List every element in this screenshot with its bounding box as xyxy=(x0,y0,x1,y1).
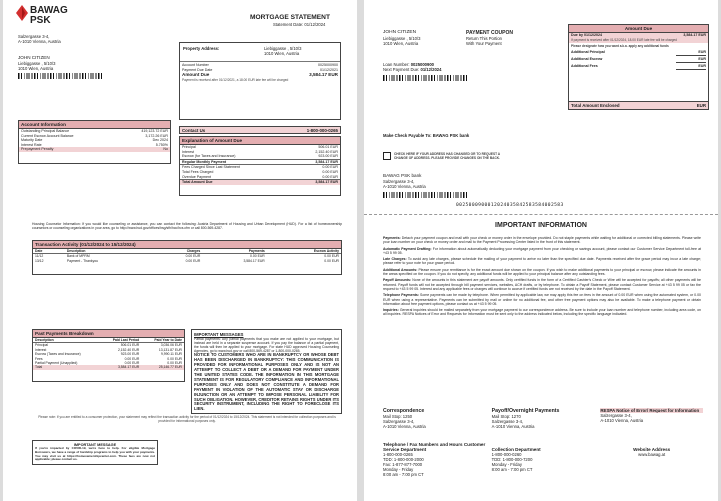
statement-title: MORTGAGE STATEMENT xyxy=(250,14,330,21)
respa-title: RESPA Notice of Error/ Request for Information xyxy=(600,408,703,413)
important-message-box xyxy=(32,440,158,465)
transaction-activity-box xyxy=(32,240,342,275)
explanation-row: Overdue Payment 0.00 EUR xyxy=(182,174,338,179)
table-row: 13/12 Payment - Thankyou 0.00 EUR 3,584.17 EUR 0.00 EUR xyxy=(35,258,339,263)
additional-principal-row: Additional Principal EUR xyxy=(571,49,706,54)
table-header-row: Date Description Charges Payments Escrow Activity xyxy=(35,249,339,253)
customer-address-line1: Liebiggasse , 5/10/3 xyxy=(18,61,56,66)
transaction-activity-title: Transaction Activity (01/12/2024 to 15/12/2024) xyxy=(33,241,341,249)
due-row: Due by 01/12/2024 3,584.17 EUR xyxy=(571,33,706,37)
phone-numbers xyxy=(383,442,703,477)
due-section xyxy=(569,33,708,43)
late-fee-note: Payment is received after 01/12/2021, a 18.00 EUR late fee will be charged xyxy=(182,78,289,83)
past-payments-table xyxy=(33,338,184,370)
table-row: Interest 2,152.40 EUR 13,131.87 EUR xyxy=(35,347,182,352)
footnote: Please note: If you are entitled to a consumer protection, your statement may reflect the transaction activity for the period of 01/12/2024 to 15/12/2024. This statement is not intended for collection purposes and is provided for informational purposes only. xyxy=(38,415,336,423)
table-row: Fees 0.00 EUR 0.00 EUR xyxy=(35,356,182,361)
payoff-title: Payoff/Overnight Payments xyxy=(491,408,560,414)
table-row: Partial Payment (Unapplied) 0.00 EUR 0.00 EUR xyxy=(35,361,182,366)
bank-address-line1: Salzergasse 3-4, xyxy=(18,34,50,39)
bank-address-line2: A-1010 Vienna, Austria xyxy=(18,39,61,44)
important-message-title: IMPORTANT MESSAGE xyxy=(73,443,117,447)
property-line1: Liebiggasse , 5/10/3 xyxy=(264,46,302,51)
account-information-title: Account Information xyxy=(19,121,170,129)
coupon-title: PAYMENT COUPON xyxy=(466,30,513,36)
bank-name-line2: PSK xyxy=(30,15,51,26)
explanation-row: Interest 2,152.40 EUR xyxy=(182,149,338,154)
coupon-customer-address-line1: Liebiggasse , 5/10/3 xyxy=(383,36,421,41)
loan-number: Loan Number: 0025000900 xyxy=(383,62,434,67)
tear-line xyxy=(364,214,718,215)
remit-address-line2: A-1010 Vienna, Austria xyxy=(383,184,426,189)
additional-escrow-field[interactable]: EUR xyxy=(676,56,706,63)
coupon-customer-address-line2: 1010 Wien, Austria xyxy=(383,41,419,46)
collection-block: Collection Department 1-800-000-0260 TDD: 1-800-000-7200 Monday - Friday 8:00 am - 7:00 pm CT xyxy=(492,442,595,477)
mortgage-statement-page xyxy=(3,0,357,501)
summary-row: Account Number 0025000900 xyxy=(182,63,338,67)
info-paragraph: Automatic Payment Drafting: For information about automatically deducting your mortgage payment from your checking or savings account, please contact our Customer Service Department toll-free at +43 5 99 05. xyxy=(383,246,702,255)
info-paragraph: Telephone Payments: Some payments can be made by telephone. When permitted by applicable law, we may apply this fee on fees in the amount of 0.00 EUR when using the automated system, or 0.00 EUR when using a representative. Payments can be submitted by mail or online for no additional fee, and other free payment options may also be available. To make a telephone payment or obtain information about free payment options, please contact us at +43 5 99 05. xyxy=(383,293,701,306)
account-info-row: Current Escrow Account Balance 3,172.26 EUR xyxy=(21,133,168,138)
explanation-row: Principal 506.01 EUR xyxy=(182,145,338,149)
customer-service-block: Telephone / Fax Numbers and Hours Customer Service Department 1-800-000-0265 TDD: 1-800-000-2000 Fax: 1-877-877-7000 Monday - Friday 8:00 am - 7:00 pm CT xyxy=(383,442,486,478)
past-payments-box xyxy=(32,329,185,382)
coupon-late-note: If payment is received after 01/12/2024, 18.00 EUR late fee will be charged xyxy=(571,37,677,42)
transaction-table xyxy=(33,249,341,263)
remit-name: BAWAG PSK bank xyxy=(383,173,422,178)
property-line2: 1010 Wien, Austria xyxy=(264,51,300,56)
diamond-logo-icon xyxy=(16,5,28,21)
contact-addresses xyxy=(383,408,703,429)
remit-barcode xyxy=(383,192,469,198)
info-paragraph: Late Charges: To avoid any late charges, please schedule the mailing of your payment to arrive no later than the specified due date. Payments received after the grace period may incur a late charge; please refer to your note for your grace period. xyxy=(383,257,701,266)
account-info-row: Maturity Date Dec 2024 xyxy=(21,138,168,143)
additional-principal-field[interactable]: EUR xyxy=(676,49,706,56)
property-label: Property Address: xyxy=(183,46,220,51)
bank-name-line1: BAWAG xyxy=(30,5,68,16)
explanation-total-row: Total Amount Due 3,584.17 EUR xyxy=(182,180,338,185)
collection-title: Collection Department xyxy=(491,447,541,452)
statement-date: Statement Date: 01/12/2024 xyxy=(273,22,326,27)
important-message-text: If you're impacted by COVID-19, we're here to help. For eligible Mortgage Borrowers, we have a range of hardship programs to help you with your payments. You may visit us at https://homeownershipcenter.com. These fees are now not applicable; please contact us. xyxy=(35,446,155,462)
summary-row: Payment Due Date 01/12/2021 xyxy=(182,67,338,72)
coupon-subtitle-1: Return This Portion xyxy=(466,36,502,41)
address-change-checkbox[interactable] xyxy=(383,152,391,160)
customer-address-line2: 1010 Wien, Austria xyxy=(18,66,54,71)
contact-us-bar xyxy=(179,126,341,134)
housing-counselor-info: Housing Counselor Information: If you would like counseling or assistance, you can contact the following: Austria Department of Housing and Urban Development (HUD). For a list of homeownership counselors or counseling organizations in your area, go to http://www.hud.gov/offices/hsg/sfh/hcc/hcs.cfm or call 800-569-4287. xyxy=(32,222,342,231)
contact-label: Contact Us xyxy=(182,128,206,133)
important-messages-title: IMPORTANT MESSAGES xyxy=(194,332,244,337)
table-row: 11/12 Bank of MPRM 0.00 EUR 0.00 EUR 0.00 EUR xyxy=(35,254,339,259)
website-title: Website Address xyxy=(633,447,671,452)
important-information-title: IMPORTANT INFORMATION xyxy=(495,222,587,229)
next-payment-due: Next Payment Due: 01/12/2024 xyxy=(383,67,442,72)
past-payments-title: Past Payments Breakdown xyxy=(33,330,184,338)
additional-fees-row: Additional Fees EUR xyxy=(571,63,706,68)
info-paragraph: Payoff Amounts: None of the amounts in this statement are payoff amounts. Only certified funds in the form of a Certified Cashier's Check or Wire will be accepted for payoffs; all other payments will be returned. Payoff funds will not be accepted through bill payment services, websites, ACH drafts, or by telephone. To obtain a Payoff Statement, please contact Customer Service at +43 5 99 05 or fax the request to +43 5 99 05. Interest and any applicable fees or charges will continue to accrue if certified funds are not received by the date in the Payoff Statement. xyxy=(383,278,702,291)
contact-phone[interactable]: 1-800-000-0265 xyxy=(306,128,338,133)
correspondence-title: Correspondence xyxy=(383,408,425,414)
additional-escrow-row: Additional Escrow EUR xyxy=(571,56,706,61)
table-row: Principal 506.01 EUR 3,036.06 EUR xyxy=(35,343,182,348)
important-messages-box xyxy=(191,329,342,414)
customer-name: JOHN CITIZEN xyxy=(18,55,50,60)
bank-logo xyxy=(16,5,28,21)
explanation-row: Fees Charged Since Last Statement 0.00 EUR xyxy=(182,165,338,170)
customer-service-title: Telephone / Fax Numbers and Hours Customer Service Department xyxy=(383,442,486,453)
explanation-row: Escrow (for Taxes and Insurance) 923.00 EUR xyxy=(182,154,338,159)
bankruptcy-notice: NOTICE TO CUSTOMERS WHO ARE IN BANKRUPTCY OR WHOSE DEBT HAS BEEN DISCHARGED IN BANKRUPTCY: THIS COMMUNICATION IS PROVIDED FOR INFORMATIONAL PURPOSES ONLY AND IS NOT AN ATTEMPT TO COLLECT A DEBT OR A DEMAND FOR PAYMENT UNDER THE UNITED STATES CODE. THE INFORMATION IN THIS MORTGAGE STATEMENT IS FOR REGULATORY COMPLIANCE AND INFORMATIONAL PURPOSES ONLY AND DOES NOT CONSTITUTE A DEMAND FOR PAYMENT IN VIOLATION OF THE AUTOMATIC STAY OR DISCHARGE INJUNCTION OR AN ATTEMPT TO IMPOSE PERSONAL LIABILITY FOR SUCH OBLIGATION. HOWEVER, CREDITOR RETAINS RIGHTS UNDER ITS SECURITY INSTRUMENT, INCLUDING THE RIGHT TO FORECLOSE ITS LIEN. xyxy=(194,352,339,412)
coupon-subtitle-2: With Your Payment xyxy=(466,41,502,46)
info-paragraph: Inquiries: General inquiries should be mailed separately from your mortgage payment to our correspondence address. Be sure to include your loan number and telephone number, including area code, on all inquiries. RESPA Notices of Error and Requests for Information must be sent only to the address indicated below, including the specific language indicated. xyxy=(383,308,701,317)
table-header-row: Description Paid Last Period Paid Year to Date xyxy=(35,338,182,342)
coupon-barcode xyxy=(383,75,469,81)
account-info-row: Outstanding Principal Balance 419,123.72 EUR xyxy=(21,129,168,133)
address-barcode xyxy=(18,73,104,79)
website-link[interactable]: www.bawag.at xyxy=(638,452,666,458)
explanation-row: Regular Monthly Payment 3,584.17 EUR xyxy=(182,159,338,164)
address-change-label: CHECK HERE IF YOUR ADDRESS HAS CHANGED OR TO REQUEST A CHANGE OF ADDRESS. PLEASE PROVIDE CHANGES ON THE BACK. xyxy=(394,152,500,160)
total-enclosed-field[interactable]: EUR xyxy=(696,103,706,108)
info-paragraph: Payments: Detach your payment coupon and mail with your check or money order in the envelope provided. Do not staple payments while waiting for additional or corrected billing statements. Please write your loan number on your check or money order and mail to the Payment Processing Center listed in the front of this statement. xyxy=(383,236,701,245)
summary-rows xyxy=(180,63,340,82)
divider xyxy=(180,61,340,62)
explanation-box xyxy=(179,136,341,196)
website-block xyxy=(600,442,703,477)
correspondence-block: Correspondence Mail Stop: 1250 Salzergasse 3-4, A-1010 Vienna, Austria xyxy=(383,408,486,429)
account-info-row: Prepayment Penalty No xyxy=(21,147,168,152)
account-summary-box xyxy=(179,42,341,120)
partial-payments-message: Partial payments: Any partial payments that you make are not applied to your mortgage, but instead are held in a separate suspense account. If you pay the balance of a partial payment, the funds will then be applied to your mortgage. For state HUD approved Housing Counseling Agencies, go to www.hud.gov or call 800-569-4287 or 1-800-000-0265. xyxy=(194,337,339,354)
table-row: Escrow (Taxes and Insurance) 923.00 EUR 9,990.11 EUR xyxy=(35,352,182,357)
explanation-title: Explanation of Amount Due xyxy=(180,137,340,145)
payment-coupon-page xyxy=(364,0,718,501)
coupon-amount-due-box xyxy=(568,24,709,110)
total-enclosed-row: Total Amount Enclosed EUR xyxy=(571,103,706,108)
explanation-row: Total Fees Charged 0.00 EUR xyxy=(182,169,338,174)
account-info-row: Interest Rate 5.750% xyxy=(21,142,168,147)
ocr-scanline: 0025000900012024035842583584002583 xyxy=(456,203,564,208)
important-information-body xyxy=(383,236,701,319)
payoff-block: Payoff/Overnight Payments Mail Stop: 1270 Salzergasse 3-4, A-1010 Vienna, Austria xyxy=(492,408,595,429)
coupon-amount-due-title: Amount Due xyxy=(569,25,708,33)
coupon-instruction: Please designate how you want a.k.a. apply any additional funds xyxy=(571,43,669,48)
table-total-row: Total 3,584.17 EUR 25,146.77 EUR xyxy=(35,365,182,370)
coupon-customer-name: JOHN CITIZEN xyxy=(383,30,417,35)
additional-fees-field[interactable]: EUR xyxy=(676,63,706,70)
payable-to: Make Check Payable To: BAWAG PSK bank xyxy=(383,133,470,138)
explanation-rows xyxy=(180,145,340,185)
respa-block: RESPA Notice of Error/ Request for Information Salzergasse 3-4, A-1010 Vienna, Austria xyxy=(600,408,703,429)
amount-due-row: Amount Due 3,584.17 EUR xyxy=(182,72,338,78)
remit-address-line1: Salzergasse 3-4, xyxy=(383,179,415,184)
info-paragraph: Additional Amounts: Please ensure your remittance is for the exact amount due shown on the coupon. If you wish to make additional payments to your principal or escrow, please indicate the amounts in the areas specified on the coupon. If you do not specify, any additional funds will be applied to your principal balance after any outstanding fees. xyxy=(383,267,701,277)
account-information-box xyxy=(18,120,171,164)
